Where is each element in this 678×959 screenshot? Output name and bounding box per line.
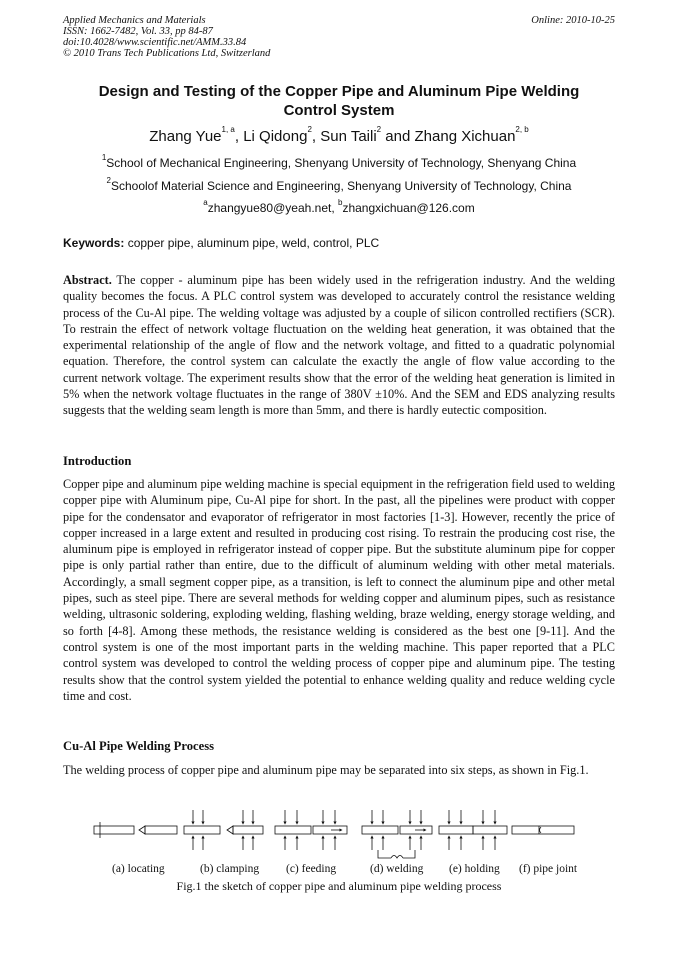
keywords-text: copper pipe, aluminum pipe, weld, control, PLC [124,236,380,250]
copyright: © 2010 Trans Tech Publications Ltd, Switzerland [63,48,271,59]
step-b-sketch [184,810,263,850]
author-sup: 1, a [221,125,235,134]
author-name: Zhang Yue [149,128,222,145]
author-emails: $^a$zhangyue80@yeah.net, $^b$zhangxichuan@126.com [203,198,475,215]
process-heading: Cu-Al Pipe Welding Process [63,739,215,753]
figure-label-d: (d) welding [370,863,424,875]
step-f-sketch [512,826,574,834]
abstract-label: Abstract. [63,273,112,287]
author-list: Zhang Yue$^{1, a}$, Li Qidong$^2$, Sun Taili$^2$ and Zhang Xichuan$^{2, b}$ [149,125,529,145]
author-sup: 2 [307,125,312,134]
figure-label-c: (c) feeding [286,863,337,875]
step-c-sketch [275,810,347,850]
affiliation-2: $^2$Schoolof Material Science and Engineering, Shenyang University of Technology, China [106,176,572,193]
process-text: The welding process of copper pipe and aluminum pipe may be separated into six steps, as shown in Fig.1. [63,763,589,777]
author-sup: 2, b [515,125,529,134]
title-line-1: Design and Testing of the Copper Pipe and Aluminum Pipe Welding [98,83,580,100]
step-e-sketch [439,810,507,850]
step-d-sketch [362,810,432,858]
author-sup: 2 [376,125,382,134]
figure-label-e: (e) holding [449,863,500,875]
title-line-2: Control System [283,102,395,119]
keywords-label: Keywords: [63,236,125,250]
figure-caption: Fig.1 the sketch of copper pipe and aluminum pipe welding process [176,879,502,893]
journal-header [63,15,270,59]
figure-label-f: (f) pipe joint [519,863,578,875]
step-a-sketch [94,822,177,838]
online-date: Online: 2010-10-25 [531,15,615,26]
author-name: Zhang Xichuan [414,128,516,145]
abstract-text: The copper - aluminum pipe has been widely used in the refrigeration industry. And the welding quality becomes the focus. A PLC control system was developed to accurately control the resistance welding process of the Cu-Al pipe. The welding voltage was adjusted by a couple of silicon controlled rectifiers (SCR). To restrain the effect of network voltage fluctuation on the welding heat generation, it was obtained that the experimental relationship of the angle of flow and the network voltage, and fitted to a quadratic polynomial equation. Therefore, the control system can calculate the exactly the angle of flow value according to the current network voltage. The experiment results show that the error of the welding heat generation is limited in 5% when the network voltage fluctuates in the range of 380V ±10%. And the SEM and EDS analyzing results suggests that the welding seam length is more than 5mm, and there is hardly eutectic composition. [63,273,615,418]
affiliation-1: $^1$School of Mechanical Engineering, Shenyang University of Technology, Shenyang China [101,153,577,170]
doi: doi:10.4028/www.scientific.net/AMM.33.84 [63,37,247,48]
figure-label-b: (b) clamping [200,863,260,875]
figure-label-a: (a) locating [112,863,165,875]
paper-title [63,82,615,120]
author-name: Sun Taili [320,128,377,145]
journal-name: Applied Mechanics and Materials [63,15,206,26]
introduction-heading: Introduction [63,454,132,468]
keywords [63,236,379,250]
issn: ISSN: 1662-7482, Vol. 33, pp 84-87 [63,26,213,37]
abstract [63,272,615,419]
author-name: Li Qidong [243,128,308,145]
introduction-text: Copper pipe and aluminum pipe welding machine is special equipment in the refrigeration field used to welding copper pipe with Aluminum pipe, Cu-Al pipe for short. In the past, all the pipelines were product with copper pipe for the condensator and evaporator of refrigerator in most factories [1-3]. However, recently the price of copper increased in a large extent and resulted in producing cost rising. To restrain the producing cost rise, the aluminum pipe is employed in refrigerator instead of copper pipe. But the substitute aluminum pipe for copper pipe is only partial rather than entire, due to the difficult of aluminum welding with other metal materials. Accordingly, a small segment copper pipe, as a transition, is left to connect the aluminum pipe and other metal pipes, such as steel pipe. There are several methods for welding copper and aluminum pipes, such as resistance welding, ultrasonic soldering, exploding welding, flashing welding, braze welding, energy storage welding, and so forth [4-8]. Among these methods, the resistance welding is considered as the best one [9-11]. And the control system is one of the most important parts in the welding machine. This paper reported that a PLC control system was developed to control the welding process of copper pipe and aluminum pipe. The testing results show that the control system yielded the potential to enhance welding quality and reduce welding cycle time and cost. [63,477,615,703]
